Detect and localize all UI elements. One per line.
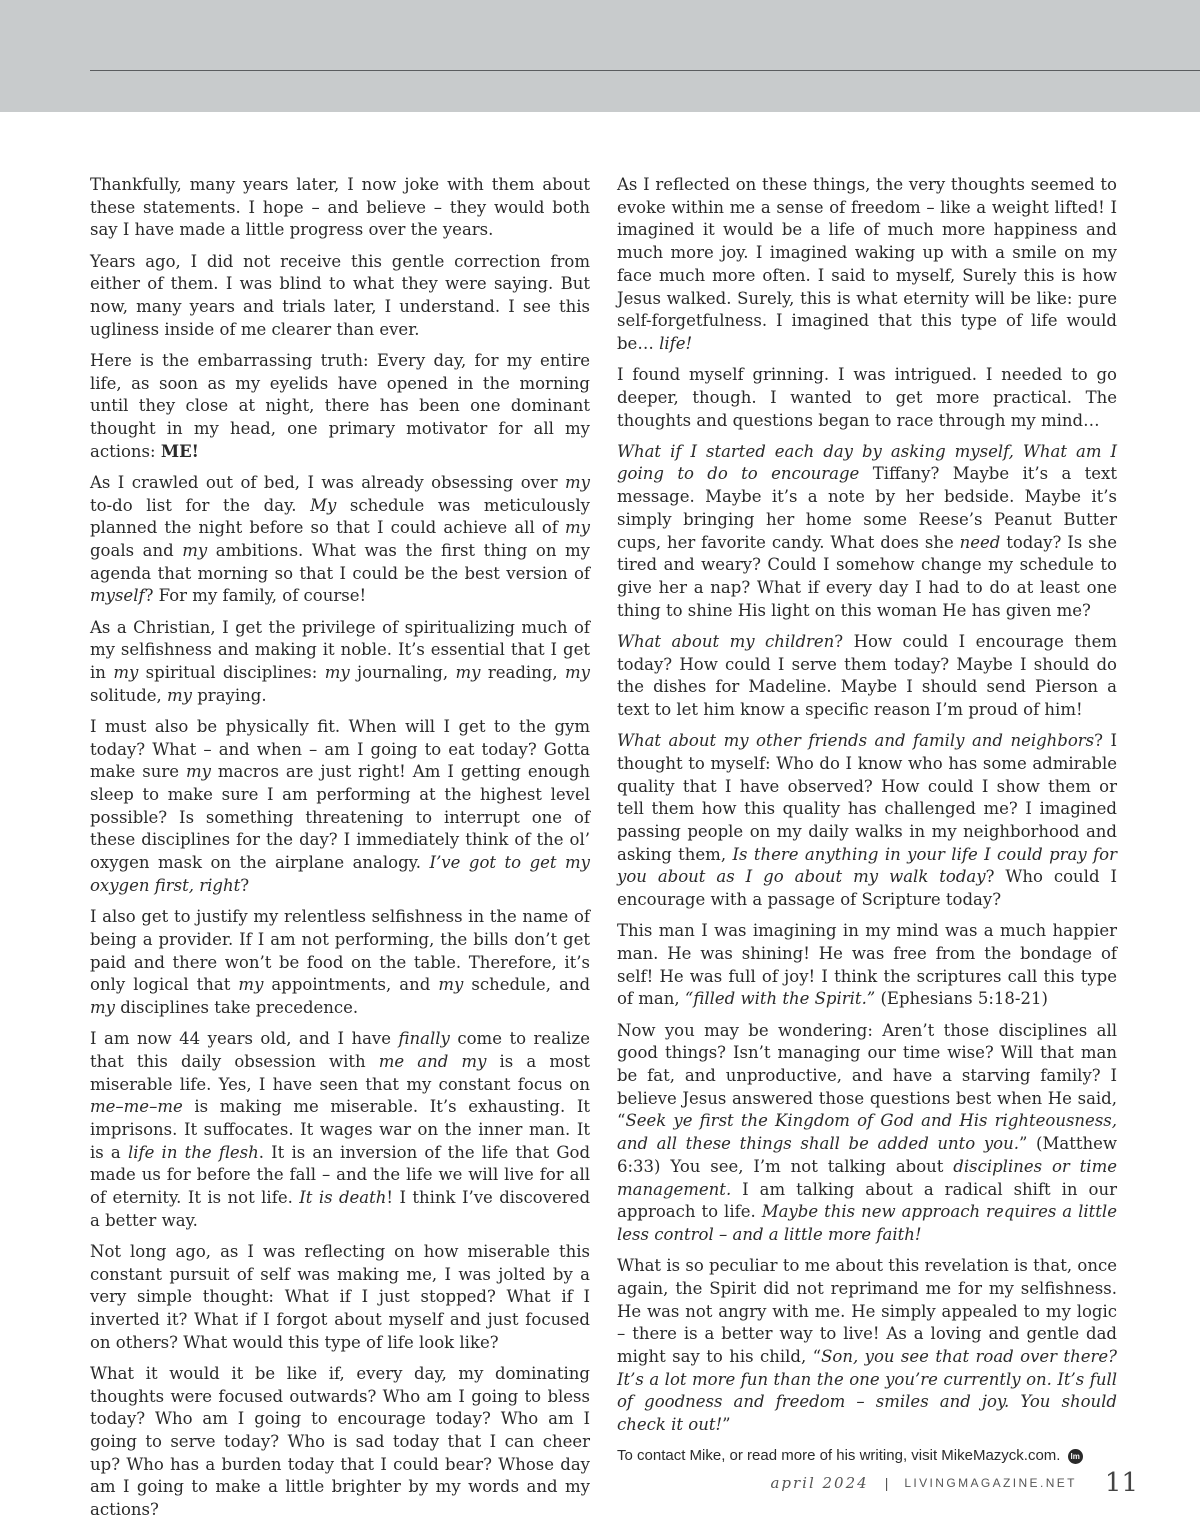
text-run: my — [565, 518, 590, 538]
text-run: come to realize that this daily obsession with — [90, 1029, 591, 1071]
text-run: need — [959, 532, 1001, 552]
text-run: ME! — [160, 441, 199, 461]
text-run: (Ephesians 5:18-21) — [875, 989, 1048, 1009]
body-paragraph — [90, 1028, 590, 1232]
body-paragraph — [90, 251, 590, 342]
text-run: Now you may be wondering: Aren’t those disciplines all good things? Isn’t managing our time wise? Will that man be fat, and unproductive, and have a starving family? I believe Jesus answered those questions best when He said, “ — [617, 1020, 1117, 1131]
text-run: ! I think I’ve discovered a better way. — [90, 1188, 591, 1230]
text-run: myself — [90, 586, 145, 606]
text-run: goals and — [90, 541, 183, 561]
text-run: What it would it be like if, every day, my dominating thoughts were focused outwards? Who am I going to bless today? Who am I going to encourage today? Who am I going to serve today? Who is sad today that I can cheer up? Who has a burden today that I could bear? Whose day am I going to make a little brighter by my words and my actions? — [90, 1363, 590, 1520]
text-run: appointments, and — [263, 975, 439, 995]
text-run: my — [455, 663, 481, 683]
text-run: It is death — [299, 1188, 387, 1208]
text-run: As I crawled out of bed, I was already obsessing over — [90, 472, 566, 492]
end-mark-icon: lm — [1068, 1449, 1083, 1464]
text-run: my — [324, 663, 350, 683]
page-footer — [770, 1465, 1138, 1501]
body-paragraph — [90, 350, 590, 464]
body-paragraph — [617, 441, 1117, 623]
text-run: life in the flesh — [127, 1142, 259, 1162]
contact-line — [617, 1445, 1117, 1467]
text-run: My — [310, 495, 337, 515]
issue-date: april 2024 — [770, 1474, 869, 1492]
text-run: schedule was meticulously planned the night before so that I could achieve all of — [90, 495, 590, 538]
text-run: praying. — [192, 685, 267, 705]
text-run: my — [90, 997, 115, 1017]
text-run: I also get to justify my relentless selfishness in the name of being a provider. If I am not performing, the bills don’t get paid and there won’t be food on the table. Therefore, it’s only logical that — [90, 907, 590, 995]
text-run: I’ve got to get my oxygen first, right — [90, 853, 590, 895]
text-run: As I reflected on these things, the very thoughts seemed to evoke within me a sense of freedom – like a weight lifted! I imagined it would be a life of much more happiness and much more joy. I imagined waking up with a smile on my face much more often. I said to myself, Surely this is how Jesus walked. Surely, this is what eternity will be like: pure self-forgetfulness. I imagined that this type of life would be… — [617, 175, 1117, 353]
text-run: is making me miserable. It’s exhausting. It imprisons. It suffocates. It wages war on the inner man. It is a — [90, 1097, 590, 1162]
text-run: my — [185, 762, 211, 782]
text-run: What is so peculiar to me about this revelation is that, once again, the Spirit did not reprimand me for my selfishness. He was not angry with me. He simply appealed to my logic – there is a better way to live! As a loving and gentle dad might say to his child, “ — [617, 1256, 1117, 1366]
body-paragraph — [90, 1363, 590, 1522]
article-column-right — [617, 174, 1117, 1467]
text-run: ” — [722, 1415, 731, 1435]
text-run: schedule, and — [463, 975, 591, 995]
text-run: to-do list for the day. — [90, 495, 311, 515]
article-column-left — [90, 174, 590, 1530]
text-run: Not long ago, as I was reflecting on how miserable this constant pursuit of self was making me, I was jolted by a very simple thought: What if I just stopped? What if I inverted it? What if I forgot about myself and just focused on others? What would this type of life look like? — [90, 1241, 590, 1352]
text-run: ? Who could I encourage with a passage of Scripture today? — [617, 867, 1117, 910]
text-run: solitude, — [90, 685, 168, 705]
text-run: today? Is she tired and weary? Could I somehow change my schedule to give her a nap? What if every day I had to do at least one thing to shine His light on this woman He has given me? — [617, 532, 1117, 620]
text-run: This man I was imagining in my mind was a much happier man. He was shining! He was free from the bondage of self! He was full of joy! I think the scriptures call this type of man, — [617, 921, 1117, 1009]
text-run: me and my — [378, 1051, 487, 1071]
text-run: my — [438, 975, 464, 995]
text-run: Seek ye first the Kingdom of God and His righteousness, and all these things shall be added unto you. — [617, 1111, 1117, 1154]
text-run: I must also be physically fit. When will I get to the gym today? What – and when – am I going to eat today? Gotta make sure — [90, 716, 590, 782]
text-run: me–me–me — [90, 1097, 183, 1117]
text-run: my — [182, 541, 208, 561]
magazine-site: LIVINGMAGAZINE.NET — [904, 1476, 1077, 1490]
header-band — [0, 0, 1200, 112]
body-paragraph — [90, 472, 590, 608]
text-run: Tiffany? Maybe it’s a text message. Maybe it’s a note by her bedside. Maybe it’s simply bringing her home some Reese’s Peanut Butter cups, her favorite candy. What does she — [617, 464, 1117, 552]
header-rule — [90, 70, 1200, 71]
body-paragraph — [617, 1255, 1117, 1437]
text-run: What if I started each day by asking myself, What am I going to do to encourage — [617, 441, 1117, 484]
text-run: As a Christian, I get the privilege of spiritualizing much of my selfishness and making it noble. It’s essential that I get in — [90, 617, 590, 683]
text-run: Maybe this new approach requires a little less control – and a little more faith! — [617, 1202, 1117, 1244]
article-column-right-body — [617, 174, 1117, 1437]
text-run: ? For my family, of course! — [144, 586, 367, 606]
text-run: Thankfully, many years later, I now joke with them about these statements. I hope – and believe – they would both say I have made a little progress over the years. — [90, 175, 590, 240]
body-paragraph — [617, 920, 1117, 1011]
text-run: . It is an inversion of the life that God made us for before the fall – and the life we will live for all of eternity. It is not life. — [90, 1142, 591, 1208]
text-run: Is there anything in your life I could pray for you about as I go about my walk today — [617, 844, 1118, 887]
text-run: What about my children — [617, 631, 835, 651]
body-paragraph — [90, 906, 590, 1020]
text-run: disciplines or time management. — [617, 1156, 1117, 1199]
body-paragraph — [617, 174, 1117, 356]
text-run: Here is the embarrassing truth: Every day, for my entire life, as soon as my eyelids have opened in the morning until they close at night, there has been one dominant thought in my head, one primary motivator for all my actions: — [90, 350, 590, 461]
text-run: ? — [240, 875, 250, 895]
body-paragraph — [617, 730, 1117, 912]
body-paragraph — [90, 174, 590, 242]
text-run: my — [113, 663, 139, 683]
text-run: “filled with the Spirit.” — [684, 989, 876, 1009]
text-run: journaling, — [349, 663, 456, 683]
text-run: my — [167, 685, 192, 705]
text-run: life! — [659, 333, 693, 353]
page-number: 11 — [1104, 1468, 1138, 1498]
body-paragraph — [617, 1020, 1117, 1247]
text-run: Son, you see that road over there? It’s a lot more fun than the one you’re currently on. It’s full of goodness and freedom – smiles and joy. You should check it out! — [617, 1346, 1117, 1435]
text-run: finally — [398, 1029, 450, 1049]
text-run: I found myself grinning. I was intrigued. I needed to go deeper, though. I wanted to get more practical. The thoughts and questions began to race through my mind… — [617, 365, 1117, 430]
text-run: ambitions. What was the first thing on my agenda that morning so that I could be the best version of — [90, 541, 591, 583]
text-run: I am now 44 years old, and I have — [90, 1029, 399, 1049]
text-run: ? How could I encourage them today? How could I serve them today? Maybe I should do the dishes for Madeline. Maybe I should send Pierson a text to let him know a specific reason I’m proud of him! — [617, 631, 1118, 719]
body-paragraph — [90, 1241, 590, 1355]
text-run: spiritual disciplines: — [138, 663, 325, 683]
contact-text: To contact Mike, or read more of his writing, visit MikeMazyck.com. — [617, 1447, 1061, 1465]
text-run: my — [238, 975, 264, 995]
body-paragraph — [90, 617, 590, 708]
text-run: disciplines take precedence. — [114, 997, 359, 1017]
body-paragraph — [90, 716, 590, 898]
body-paragraph — [617, 364, 1117, 432]
text-run: macros are just right! Am I getting enough sleep to make sure I am performing at the highest level possible? Is something threatening to interrupt one of these disciplines for the day? I immediately think of the ol’ oxygen mask on the airplane analogy. — [90, 762, 590, 873]
text-run: ? I thought to myself: Who do I know who has some admirable quality that I have observed? How could I show them or tell them how this quality has challenged me? I imagined passing people on my daily walks in my neighborhood and asking them, — [617, 731, 1117, 864]
text-run: I am talking about a radical shift in our approach to life. — [617, 1179, 1117, 1222]
text-run: my — [565, 663, 590, 683]
text-run: Years ago, I did not receive this gentle correction from either of them. I was blind to what they were saying. But now, many years and trials later, I understand. I see this ugliness inside of me clearer than ever. — [90, 251, 590, 339]
body-paragraph — [617, 631, 1117, 722]
text-run: my — [565, 472, 590, 492]
text-run: ” (Matthew 6:33) You see, I’m not talking about — [617, 1134, 1117, 1176]
text-run: is a most miserable life. Yes, I have seen that my constant focus on — [90, 1051, 590, 1094]
text-run: reading, — [480, 663, 566, 683]
text-run: What about my other friends and family and neighbors — [617, 731, 1095, 751]
footer-separator: | — [884, 1475, 889, 1491]
